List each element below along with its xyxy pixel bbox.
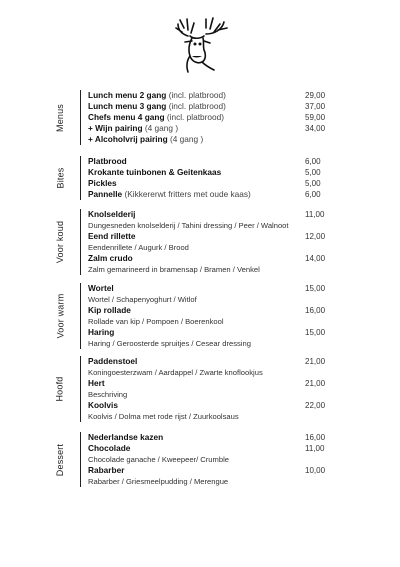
menu-item-description [88, 294, 328, 305]
menu-item-price: 34,00 [305, 124, 326, 133]
section-label [50, 356, 70, 422]
menu-item-name: Hert [88, 378, 105, 388]
menu-item-name: Chefs menu 4 gang [88, 112, 165, 122]
menu-item-description-text: Koolvis / Dolma met rode rijst / Zuurkoolsaus [88, 412, 239, 421]
menu-item-price: 11,00 [305, 444, 325, 453]
menu-item-description-text: Dungesneden knolselderij / Tahini dressing / Peer / Walnoot [88, 221, 289, 230]
section-label [50, 90, 70, 145]
menu-item-description-text: Koningoesterzwam / Aardappel / Zwarte knoflookjus [88, 368, 263, 377]
section-items [88, 432, 328, 487]
menu-item [88, 305, 328, 316]
menu-item-name: Zalm crudo [88, 253, 133, 263]
menu-item [88, 134, 328, 145]
menu-item [88, 209, 328, 220]
menu-item [88, 400, 328, 411]
menu-item [88, 283, 328, 294]
menu-item [88, 90, 328, 101]
menu-item-name: Lunch menu 3 gang [88, 101, 167, 111]
menu-item-name: + Alcoholvrij pairing [88, 134, 168, 144]
menu-item-price: 21,00 [305, 357, 326, 366]
menu-item [88, 443, 328, 454]
section-label-text: Voor koud [55, 220, 65, 264]
menu-item-price: 22,00 [305, 401, 326, 410]
menu-item-name: Koolvis [88, 400, 118, 410]
section-divider [80, 156, 81, 200]
menu-item-description [88, 242, 328, 253]
menu-item-description [88, 316, 328, 327]
menu-section [0, 156, 400, 200]
menu-item-name: Nederlandse kazen [88, 432, 164, 442]
menu-item-description [88, 338, 328, 349]
menu-item-description [88, 389, 328, 400]
menu-item-note: (4 gang ) [144, 123, 179, 133]
menu-item-description [88, 411, 328, 422]
menu-item [88, 327, 328, 338]
menu-section [0, 90, 400, 145]
menu-item-price: 11,00 [305, 210, 325, 219]
menu-item-price: 16,00 [305, 306, 326, 315]
menu-item [88, 465, 328, 476]
menu-item [88, 101, 328, 112]
menu-item [88, 378, 328, 389]
menu-item-name: Paddenstoel [88, 356, 138, 366]
menu-item-price: 12,00 [305, 232, 326, 241]
section-label [50, 432, 70, 487]
menu-item-description-text: Wortel / Schapenyoghurt / Witlof [88, 295, 197, 304]
menu-item [88, 167, 328, 178]
section-label [50, 283, 70, 349]
menu-item [88, 156, 328, 167]
menu-item-note: (Kikkererwt fritters met oude kaas) [124, 189, 251, 199]
menu-item [88, 112, 328, 123]
section-items [88, 283, 328, 349]
section-label-text: Bites [55, 167, 66, 189]
menu-item [88, 231, 328, 242]
moose-head-icon [170, 14, 232, 76]
menu-item-description [88, 454, 328, 465]
menu-item-name: Pickles [88, 178, 117, 188]
menu-item-name: Wortel [88, 283, 114, 293]
menu-item-name: Lunch menu 2 gang [88, 90, 167, 100]
menu-item-price: 6,00 [305, 157, 321, 166]
menu-item-price: 15,00 [305, 328, 326, 337]
section-label-text: Voor warm [55, 293, 66, 339]
menu-item-name: Knolselderij [88, 209, 136, 219]
menu-item-note: (4 gang ) [170, 134, 204, 144]
menu-item-price: 15,00 [305, 284, 326, 293]
menu-item-price: 5,00 [305, 179, 321, 188]
menu-item-note: (incl. platbrood) [168, 90, 226, 100]
menu-item-name: Pannelle [88, 189, 123, 199]
section-divider [80, 432, 81, 487]
menu-item-note: (incl. platbrood) [166, 112, 225, 122]
menu-item [88, 253, 328, 264]
section-divider [80, 283, 81, 349]
section-label-text: Hoofd [55, 376, 65, 402]
menu-item-description-text: Rollade van kip / Pompoen / Boerenkool [88, 317, 224, 326]
menu-item-price: 59,00 [305, 113, 326, 122]
menu-section [0, 356, 400, 422]
menu-item-name: Haring [88, 327, 115, 337]
section-items [88, 209, 328, 275]
menu-item [88, 123, 328, 134]
section-label-text: Menus [55, 103, 66, 132]
section-divider [80, 356, 81, 422]
section-label [50, 156, 70, 200]
menu-item [88, 178, 328, 189]
section-label-text: Dessert [55, 443, 66, 476]
menu-item-description-text: Rabarber / Griesmeelpudding / Merengue [88, 477, 229, 486]
menu-item-price: 16,00 [305, 433, 326, 442]
menu-item-name: Chocolade [88, 443, 131, 453]
menu-item [88, 432, 328, 443]
section-items [88, 156, 328, 200]
menu-item-description-text: Beschriving [88, 390, 128, 399]
section-divider [80, 209, 81, 275]
menu-item-price: 10,00 [305, 466, 326, 475]
menu-item-name: Eend rillette [88, 231, 136, 241]
menu-item-description [88, 264, 328, 275]
menu-item-note: (incl. platbrood) [168, 101, 226, 111]
menu-item-price: 5,00 [305, 168, 321, 177]
menu-item-description [88, 220, 328, 231]
menu-section [0, 432, 400, 487]
menu-item-name: Krokante tuinbonen & Geitenkaas [88, 167, 222, 177]
section-items [88, 90, 328, 145]
menu-section [0, 209, 400, 275]
section-label [50, 209, 70, 275]
menu-item-name: + Wijn pairing [88, 123, 143, 133]
menu-item-name: Platbrood [88, 156, 127, 166]
menu-item-description [88, 476, 328, 487]
menu-item-price: 37,00 [305, 102, 326, 111]
menu-item-name: Rabarber [88, 465, 125, 475]
menu-item-price: 21,00 [305, 379, 326, 388]
menu-item-name: Kip rollade [88, 305, 131, 315]
menu-item-description-text: Chocolade ganache / Kweepeer/ Crumble [88, 455, 229, 464]
section-divider [80, 90, 81, 145]
menu-item-description-text: Eendenrillete / Augurk / Brood [88, 243, 189, 252]
menu-item [88, 189, 328, 200]
section-items [88, 356, 328, 422]
menu-item-price: 6,00 [305, 190, 321, 199]
menu-item-description-text: Haring / Geroosterde spruitjes / Cesear dressing [88, 339, 251, 348]
menu-item-description-text: Zalm gemarineerd in bramensap / Bramen / Venkel [88, 265, 260, 274]
menu-item-price: 29,00 [305, 91, 326, 100]
menu-section [0, 283, 400, 349]
menu-item [88, 356, 328, 367]
menu-item-price: 14,00 [305, 254, 326, 263]
menu-item-description [88, 367, 328, 378]
